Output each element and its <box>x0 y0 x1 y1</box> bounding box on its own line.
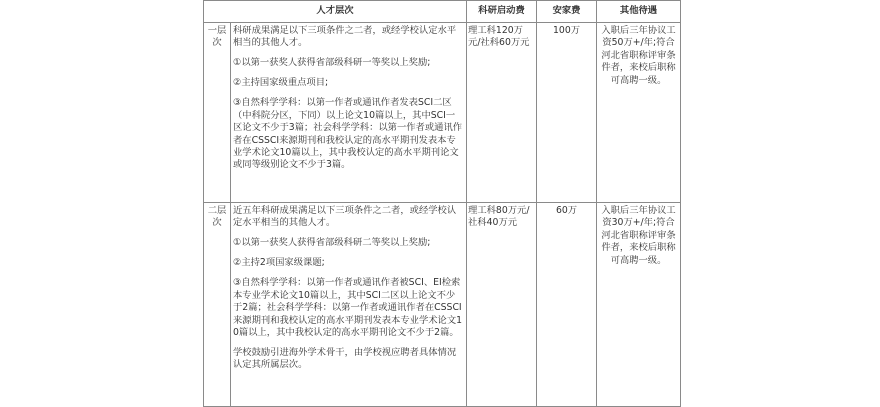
level-cell: 二层次 <box>204 203 231 407</box>
conditions-cell <box>231 203 467 407</box>
talent-policy-table <box>203 0 681 407</box>
settlement-cell: 60万 <box>537 203 597 407</box>
condition-item: ②主持国家级重点项目; <box>233 77 329 89</box>
condition-item: ③自然科学学科：以第一作者或通讯作者发表SCI二区（中科院分区，下同）以上论文10篇以上，其中SCI一区论文不少于3篇；社会科学学科：以第一作者或通讯作者在CSSCI来源期刊和我校认定的高水平期刊发表本专业学术论文10篇以上，其中我校认定的高水平期刊论文或同等级别论文不少于3篇。 <box>233 97 463 171</box>
research-fund-cell: 理工科80万元/社科40万元 <box>467 203 537 407</box>
header-settlement-allowance: 安家费 <box>537 1 597 23</box>
table-header-row <box>204 1 681 23</box>
research-fund-cell: 理工科120万元/社科60万元 <box>467 23 537 203</box>
header-other-benefits: 其他待遇 <box>597 1 681 23</box>
condition-item: ①以第一获奖人获得省部级科研二等奖以上奖励; <box>233 237 431 249</box>
table-row-level-1 <box>204 23 681 203</box>
other-benefits-cell: 入职后三年协议工资30万+/年;符合河北省职称评审条件者，来校后职称可高聘一级。 <box>597 203 681 407</box>
condition-item: ②主持2项国家级课题; <box>233 257 325 269</box>
condition-note: 学校鼓励引进海外学术骨干，由学校视应聘者具体情况认定其所属层次。 <box>233 347 457 371</box>
condition-summary: 科研成果满足以下三项条件之二者，或经学校认定水平相当的其他人才。 <box>233 25 457 49</box>
level-cell: 一层次 <box>204 23 231 203</box>
settlement-cell: 100万 <box>537 23 597 203</box>
conditions-cell <box>231 23 467 203</box>
header-talent-level: 人才层次 <box>204 1 467 23</box>
condition-item: ③自然科学学科：以第一作者或通讯作者被SCI、EI检索本专业学术论文10篇以上，其中SCI二区以上论文不少于2篇；社会科学学科：以第一作者或通讯作者在CSSCI来源期刊和我校认定的高水平期刊发表本专业学术论文10篇以上，其中我校认定的高水平期刊论文不少于2篇。 <box>233 277 463 339</box>
header-research-fund: 科研启动费 <box>467 1 537 23</box>
other-benefits-cell: 入职后三年协议工资50万+/年;符合河北省职称评审条件者，来校后职称可高聘一级。 <box>597 23 681 203</box>
condition-summary: 近五年科研成果满足以下三项条件之二者，或经学校认定水平相当的其他人才。 <box>233 205 457 229</box>
talent-policy-table-container <box>203 0 680 407</box>
table-row-level-2 <box>204 203 681 407</box>
condition-item: ①以第一获奖人获得省部级科研一等奖以上奖励; <box>233 57 431 69</box>
